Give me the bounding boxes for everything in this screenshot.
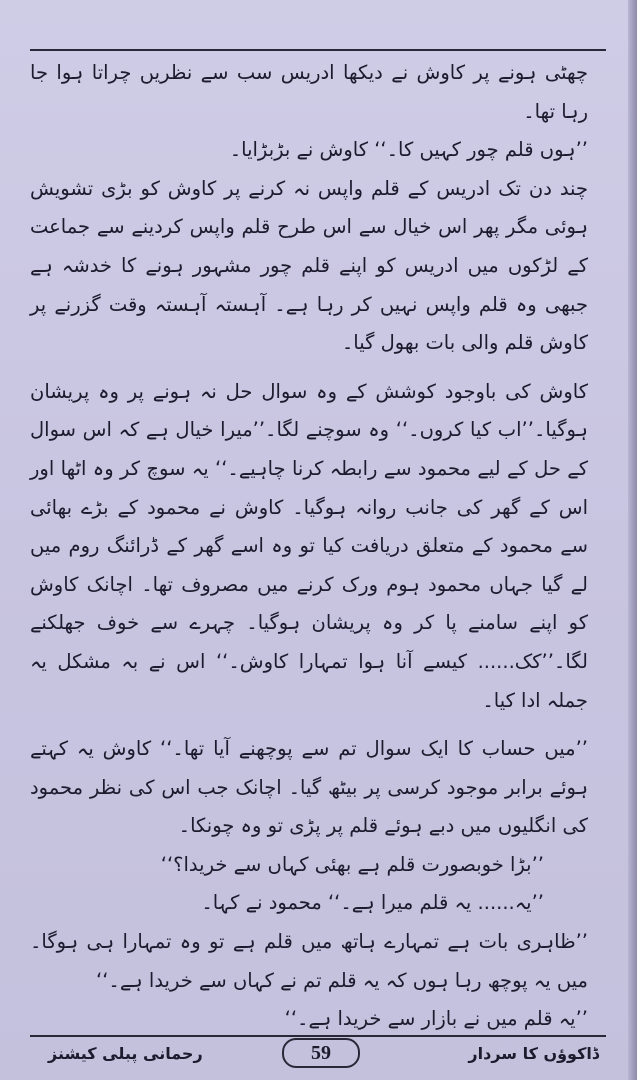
paragraph-7: ’’یہ...... یہ قلم میرا ہے۔‘‘ محمود نے کہا۔	[201, 891, 544, 915]
footer-rule	[30, 1035, 606, 1037]
paragraph-8: ’’ظاہری بات ہے تمہارے ہاتھ میں قلم ہے تو وہ تمہارا ہی ہوگا۔ میں یہ پوچھ رہا ہوں کہ یہ قلم تم نے کہاں سے خریدا ہے۔‘‘	[30, 930, 588, 992]
paragraph-4: کاوش کی باوجود کوشش کے وہ سوال حل نہ ہونے پر وہ پریشان ہوگیا۔’’اب کیا کروں۔‘‘ وہ سوچنے لگا۔’’میرا خیال ہے کہ اس سوال کے حل کے لیے محمود سے رابطہ کرنا چاہیے۔‘‘ یہ سوچ کر وہ اٹھا اور اس کے گھر کی جانب روانہ ہوگیا۔ کاوش نے محمود کے بڑے بھائی سے محمود کے متعلق دریافت کیا تو وہ اسے گھر کے ڈرائنگ روم میں لے گیا جہاں محمود ہوم ورک کرنے میں مصروف تھا۔ اچانک کاوش کو اپنے سامنے پا کر وہ پریشان ہوگیا۔ چہرے سے خوف جھلکنے لگا۔’’کک...... کیسے آنا ہوا تمہارا کاوش۔‘‘ اس نے بہ مشکل یہ جملہ ادا کیا۔	[30, 379, 588, 712]
top-rule	[30, 49, 606, 51]
publisher-name: رحمانی پبلی کیشنز	[48, 1044, 203, 1063]
paragraph-6: ’’بڑا خوبصورت قلم ہے بھئی کہاں سے خریدا؟‘‘	[160, 852, 544, 876]
paragraph-5: ’’میں حساب کا ایک سوال تم سے پوچھنے آیا تھا۔‘‘ کاوش یہ کہتے ہوئے برابر موجود کرسی پر بیٹھ گیا۔ اچانک جب اس کی نظر محمود کی انگلیوں میں دبے ہوئے قلم پر پڑی تو وہ چونکا۔	[30, 737, 588, 838]
book-title: ڈاکوؤں کا سردار	[468, 1044, 599, 1063]
page-number: 59	[282, 1038, 360, 1068]
paragraph-2: ’’ہوں قلم چور کہیں کا۔‘‘ کاوش نے بڑبڑایا۔	[229, 138, 588, 162]
body-text	[30, 54, 606, 1039]
paragraph-3: چند دن تک ادریس کے قلم واپس نہ کرنے پر کاوش کو بڑی تشویش ہوئی مگر پھر اس خیال سے اس طرح قلم واپس کردینے سے جماعت کے لڑکوں میں ادریس کو اپنے قلم چور مشہور ہونے کا خدشہ ہے جبھی وہ قلم واپس نہیں کر رہا ہے۔ آہستہ آہستہ وقت گزرنے پر کاوش قلم والی بات بھول گیا۔	[30, 176, 588, 355]
paragraph-9: ’’یہ قلم میں نے بازار سے خریدا ہے۔‘‘	[284, 1007, 588, 1031]
paragraph-1: چھٹی ہونے پر کاوش نے دیکھا ادریس سب سے نظریں چراتا ہوا جا رہا تھا۔	[30, 61, 588, 123]
page-edge	[628, 0, 637, 1080]
